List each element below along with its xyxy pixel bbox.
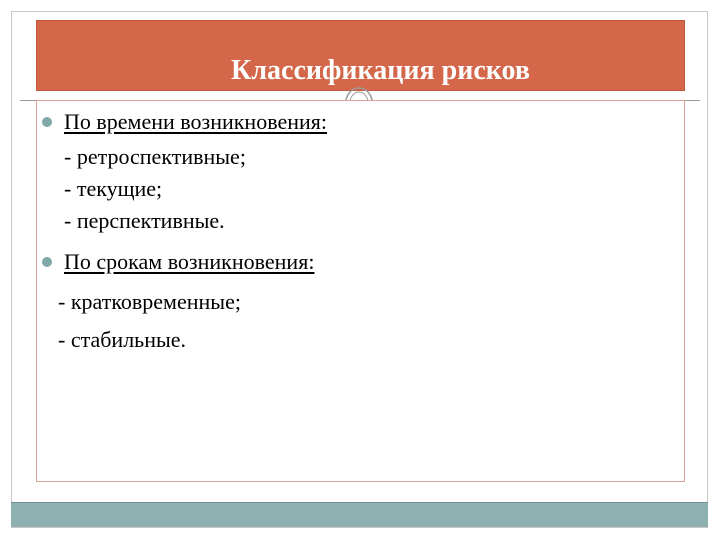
slide-title: Классификация рисков <box>231 55 530 86</box>
section-heading-time: По времени возникновения: <box>64 109 328 134</box>
list-item: - кратковременные; <box>58 289 241 314</box>
list-item: - стабильные. <box>58 327 187 352</box>
title-bar <box>36 20 685 91</box>
bullet-dot-icon <box>42 257 52 267</box>
bullet-section-time <box>42 109 327 135</box>
list-item: - текущие; <box>64 176 163 201</box>
list-item: - ретроспективные; <box>64 144 246 169</box>
footer-bar <box>11 503 708 527</box>
list-item: - перспективные. <box>64 208 225 233</box>
bullet-section-terms <box>42 249 314 275</box>
bullet-dot-icon <box>42 117 52 127</box>
section-heading-terms: По срокам возникновения: <box>64 249 315 274</box>
